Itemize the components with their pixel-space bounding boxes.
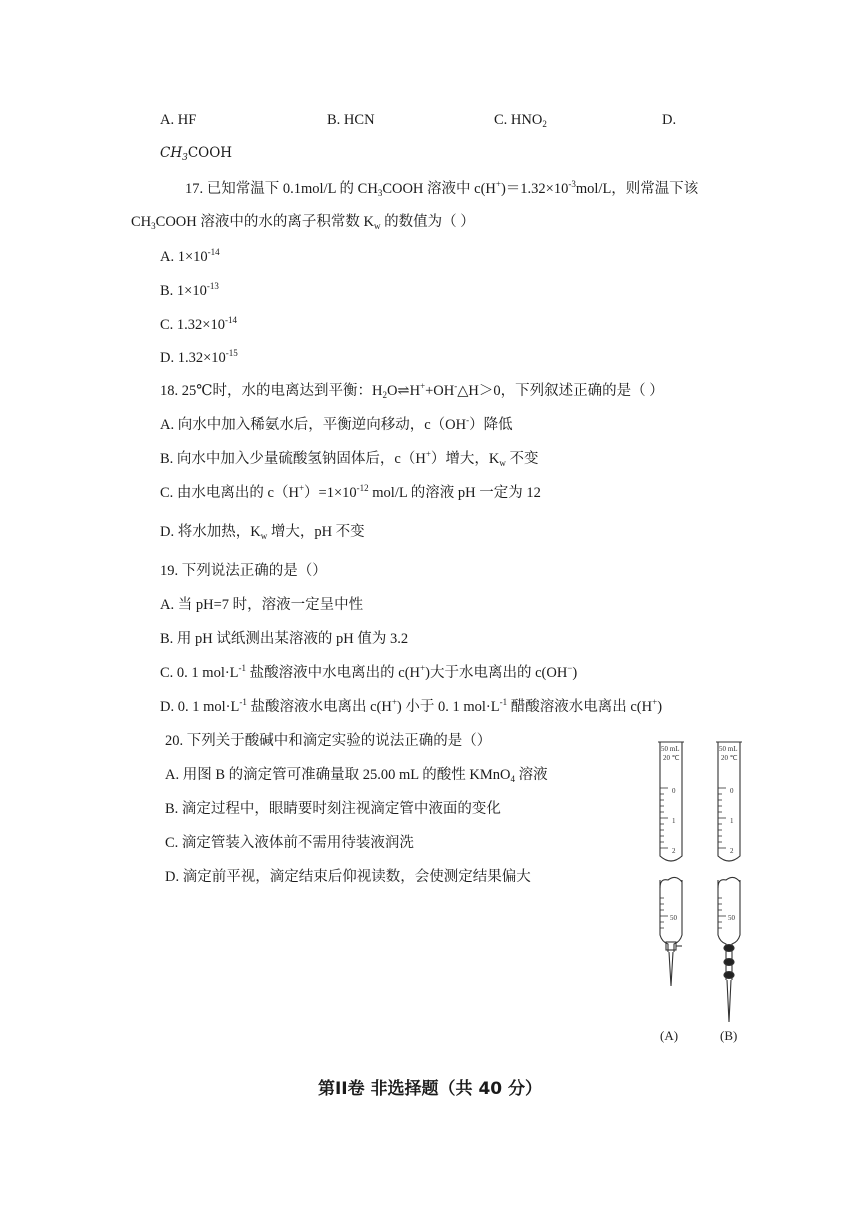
burette-b-tick-1: 1 [730, 817, 734, 825]
q17-stem-line1: 17. 已知常温下 0.1mol/L 的 $CH_3COOH$ 溶液中 $c(H^+)=1.32\times 10^{-3}mol/L$，则常温下该 [185, 179, 699, 198]
q19-option-d: D. 0. 1 $mol\cdot L^{-1}$ 盐酸溶液水电离出 c(H+) 小于 0. 1 $mol\cdot L^{-1}$ 醋酸溶液水电离出 c(H+) [160, 697, 663, 715]
q18-option-c: C. 由水电离出的 $c(H^+)=1\times 10^{-12}$ mol/L 的溶液 pH 一定为 12 [160, 483, 541, 501]
q18-option-d: D. 将水加热，$K_w$ 增大，pH 不变 [160, 524, 365, 541]
q16-option-a: A. HF [160, 112, 197, 128]
burette-figure [640, 730, 770, 1050]
q16-option-c: C. $HNO_2$ [494, 112, 547, 129]
q19-option-b: B. 用 pH 试纸测出某溶液的 pH 值为 3.2 [160, 631, 409, 647]
burette-a-cap-temp: 20 ℃ [663, 754, 680, 762]
figure-label-b: (B) [720, 1028, 738, 1043]
q20-option-c: C. 滴定管装入液体前不需用待装液润洗 [165, 835, 414, 851]
burette-a-tick-2: 2 [672, 847, 676, 855]
burette-b-cap-ml: 50 mL [719, 745, 738, 753]
q16-options [160, 112, 700, 132]
section-title: 第II卷 非选择题（共 40 分） [317, 1079, 543, 1099]
q19-stem: 19. 下列说法正确的是（） [160, 563, 327, 579]
q20-option-b: B. 滴定过程中，眼睛要时刻注视滴定管中液面的变化 [165, 801, 501, 817]
burette-a-tick-50: 50 [670, 914, 677, 922]
burette-b-tick-50: 50 [728, 914, 735, 922]
q16-option-d: D. [662, 112, 677, 128]
burette-b-top [716, 742, 742, 861]
q17-option-c: C. $1.32\times 10^{-14}$ [160, 315, 237, 333]
q18-option-b: B. 向水中加入少量硫酸氢钠固体后，c（H+）增大，$K_w$ 不变 [160, 449, 539, 468]
q16-option-d-value: $CH_3COOH$ [160, 145, 233, 163]
q19-option-a: A. 当 pH=7 时，溶液一定呈中性 [160, 597, 364, 613]
burette-b-tick-0: 0 [730, 787, 734, 795]
q18-option-a: A. 向水中加入稀氨水后，平衡逆向移动，c（OH-）降低 [160, 415, 513, 433]
burette-b-bottom [718, 877, 740, 1022]
q20-stem: 20. 下列关于酸碱中和滴定实验的说法正确的是（） [165, 733, 492, 749]
q16-option-b: B. HCN [327, 112, 375, 128]
q20-option-d: D. 滴定前平视，滴定结束后仰视读数，会使测定结果偏大 [165, 869, 531, 885]
burette-b-cap-temp: 20 ℃ [721, 754, 738, 762]
burette-a-bottom [660, 877, 682, 986]
q20-option-a: A. 用图 B 的滴定管可准确量取 25.00 mL 的酸性 KMnO$_4$ 溶液 [165, 767, 548, 784]
burette-a-tick-0: 0 [672, 787, 676, 795]
q17-option-b: B. $1\times 10^{-13}$ [160, 281, 219, 299]
burette-a-top [658, 742, 684, 861]
q18-stem: 18. 25℃时，水的电离达到平衡：$H_2O\rightleftharpoons H^++OH^-\triangle H>0$，下列叙述正确的是（ ） [160, 381, 664, 400]
q17-stem-line2: $CH_3COOH$ 溶液中的水的离子积常数 $K_w$ 的数值为（ ） [131, 214, 475, 231]
q17-option-a: A. $1\times 10^{-14}$ [160, 247, 220, 265]
burette-a-tick-1: 1 [672, 817, 676, 825]
burette-a-cap-ml: 50 mL [661, 745, 680, 753]
burette-b-tick-2: 2 [730, 847, 734, 855]
figure-label-a: (A) [660, 1028, 679, 1043]
q17-option-d: D. $1.32\times 10^{-15}$ [160, 348, 238, 366]
q19-option-c: C. 0. 1 $mol\cdot L^{-1}$ 盐酸溶液中水电离出的 c(H+)大于水电离出的 c(OH−) [160, 663, 578, 681]
